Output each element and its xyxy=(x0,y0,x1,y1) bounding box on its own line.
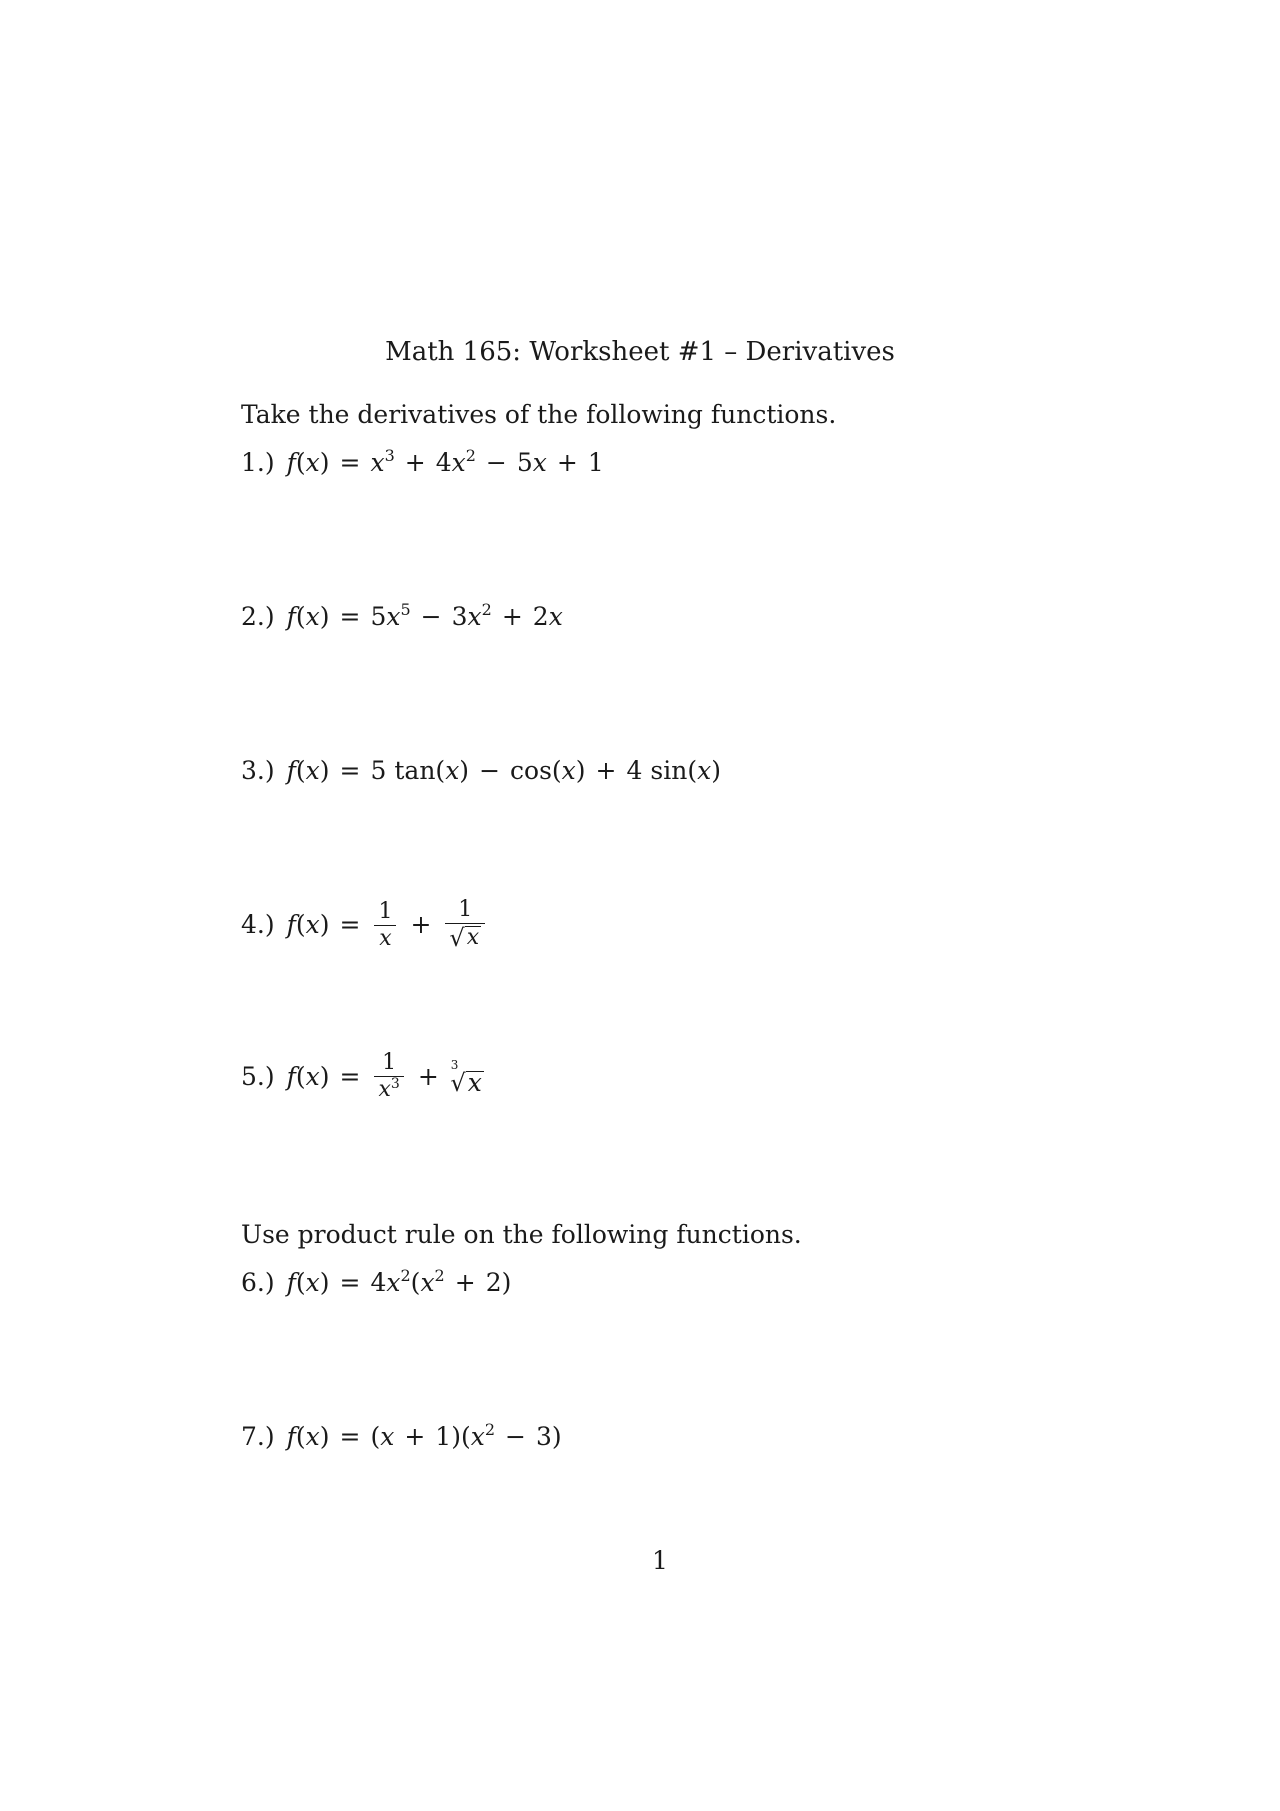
problem-4 xyxy=(241,897,489,953)
problem-expression: f ( x ) = $\frac{1}{x^3}$ + 3 √ x xyxy=(286,1050,482,1102)
page-number: 1 xyxy=(652,1546,668,1575)
problem-label: 2.) xyxy=(241,602,275,631)
problem-6 xyxy=(241,1266,511,1300)
problem-label: 6.) xyxy=(241,1268,275,1297)
cube-root-x: 3 √ x xyxy=(450,1057,482,1097)
problem-expression: f ( x ) = $\frac{1}{x}$ + 1 √ x xyxy=(287,897,490,953)
problem-label: 3.) xyxy=(241,756,275,785)
section2-instruction: Use product rule on the following functions. xyxy=(241,1220,802,1249)
problem-1 xyxy=(241,446,604,480)
section1-instruction: Take the derivatives of the following functions. xyxy=(241,400,837,429)
problem-2 xyxy=(241,600,563,634)
problem-expression: $f(x) = (x + 1)(x^2 - 3)$ xyxy=(286,1420,562,1451)
page-title: Math 165: Worksheet #1 – Derivatives xyxy=(385,337,895,367)
fraction-1-over-sqrt-x: 1 √ x xyxy=(445,897,485,953)
problem-expression: $f(x) = x^3 + 4x^2 - 5x + 1$ xyxy=(286,446,604,477)
problem-expression: $f(x) = 4x^2(x^2 + 2)$ xyxy=(286,1266,512,1297)
problem-5 xyxy=(241,1050,484,1103)
problem-label: 5.) xyxy=(241,1061,275,1091)
fraction-1-over-x: $\frac{1}{x}$ xyxy=(374,899,396,952)
problem-label: 1.) xyxy=(241,448,275,477)
problem-expression: $f(x) = 5x^5 - 3x^2 + 2x$ xyxy=(286,600,563,631)
problem-7 xyxy=(241,1420,562,1454)
problem-label: 7.) xyxy=(241,1422,275,1451)
problem-expression: f(x) = 5 tan(x) − cos(x) + 4 sin(x) xyxy=(286,756,721,785)
fraction-1-over-x-cubed: $\frac{1}{x^3}$ xyxy=(374,1050,403,1103)
problem-3 xyxy=(241,754,721,788)
problem-label: 4.) xyxy=(241,910,275,939)
